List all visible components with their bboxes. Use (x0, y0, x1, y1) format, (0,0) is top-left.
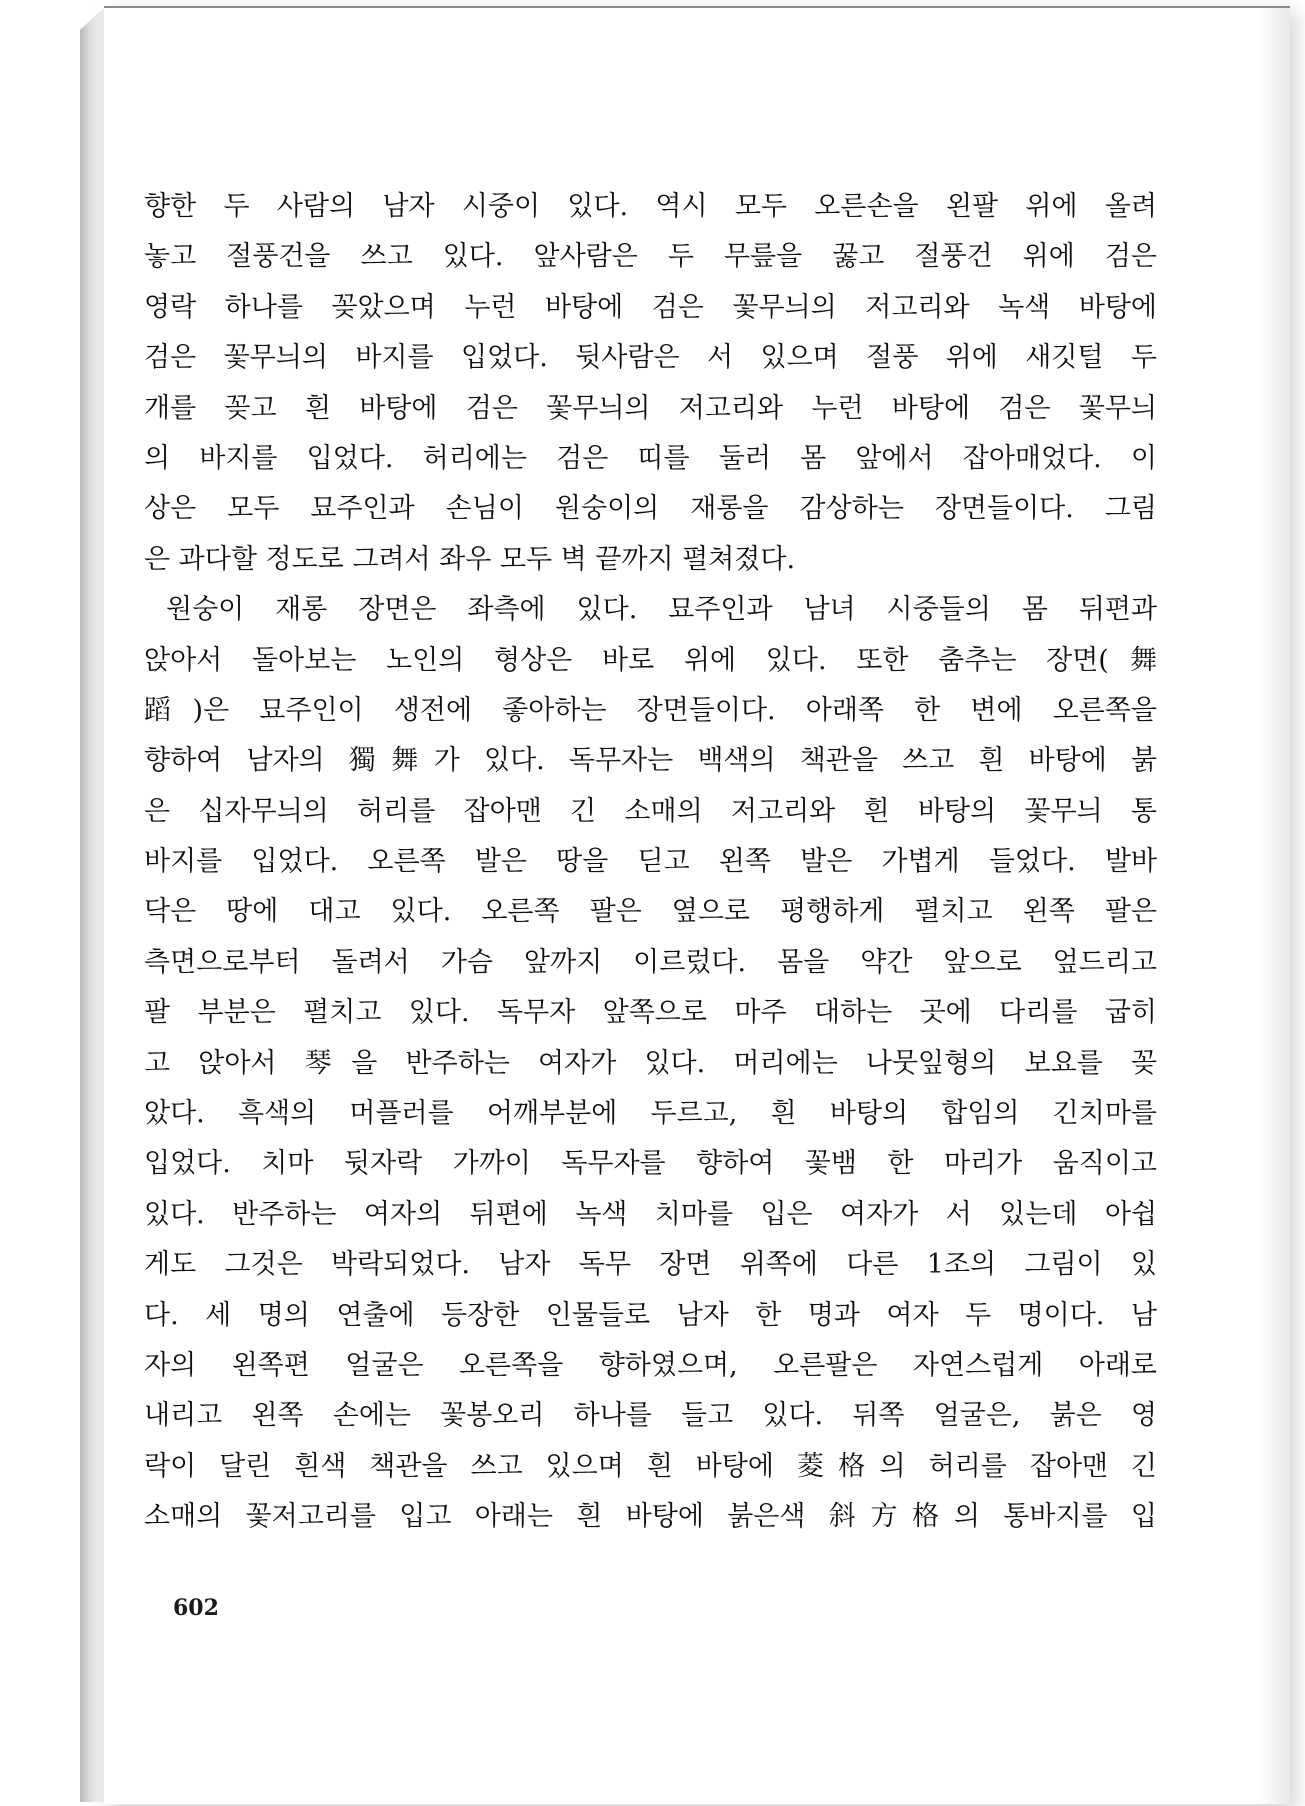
text-line: 고 앉아서 琴을 반주하는 여자가 있다. 머리에는 나뭇잎형의 보요를 꽂 (144, 1047, 1157, 1079)
page-shadow (1260, 8, 1290, 1804)
text-line: 내리고 왼쪽 손에는 꽃봉오리 하나를 들고 있다. 뒤쪽 얼굴은, 붉은 영 (144, 1400, 1157, 1432)
text-line: 향한 두 사람의 남자 시중이 있다. 역시 모두 오른손을 왼팔 위에 올려 (144, 191, 1157, 222)
text-line: 은 과다할 정도로 그려서 좌우 모두 벽 끝까지 펼쳐졌다. (144, 543, 796, 575)
text-line: 락이 달린 흰색 책관을 쓰고 있으며 흰 바탕에 菱格의 허리를 잡아맨 긴 (144, 1450, 1157, 1482)
text-line: 의 바지를 입었다. 허리에는 검은 띠를 둘러 몸 앞에서 잡아매었다. 이 (144, 442, 1157, 474)
text-line: 원숭이 재롱 장면은 좌측에 있다. 묘주인과 남녀 시중들의 몸 뒤편과 (166, 594, 1157, 626)
text-line: 팔 부분은 펼치고 있다. 독무자 앞쪽으로 마주 대하는 곳에 다리를 굽히 (144, 997, 1157, 1029)
text-line: 은 십자무늬의 허리를 잡아맨 긴 소매의 저고리와 흰 바탕의 꽃무늬 통 (144, 795, 1157, 827)
paragraph-2 (144, 585, 1157, 1542)
text-line: 소매의 꽃저고리를 입고 아래는 흰 바탕에 붉은색 斜方格의 통바지를 입 (144, 1501, 1157, 1533)
text-line: 앉아서 돌아보는 노인의 형상은 바로 위에 있다. 또한 춤추는 장면(舞 (144, 644, 1157, 676)
text-line: 자의 왼쪽편 얼굴은 오른쪽을 향하였으며, 오른팔은 자연스럽게 아래로 (144, 1349, 1157, 1381)
book-edge (80, 6, 106, 1802)
text-line: 게도 그것은 박락되었다. 남자 독무 장면 위쪽에 다른 1조의 그림이 있 (144, 1249, 1157, 1281)
text-line: 蹈)은 묘주인이 생전에 좋아하는 장면들이다. 아래쪽 한 변에 오른쪽을 (144, 694, 1157, 726)
text-line: 영락 하나를 꽂았으며 누런 바탕에 검은 꽃무늬의 저고리와 녹색 바탕에 (144, 291, 1157, 323)
text-line: 검은 꽃무늬의 바지를 입었다. 뒷사람은 서 있으며 절풍 위에 새깃털 두 (144, 342, 1157, 374)
text-line: 놓고 절풍건을 쓰고 있다. 앞사람은 두 무릎을 꿇고 절풍건 위에 검은 (144, 241, 1157, 273)
text-line: 측면으로부터 돌려서 가슴 앞까지 이르렀다. 몸을 약간 앞으로 엎드리고 (144, 946, 1157, 978)
text-line: 향하여 남자의 獨舞가 있다. 독무자는 백색의 책관을 쓰고 흰 바탕에 붉 (144, 745, 1157, 777)
text-line: 닥은 땅에 대고 있다. 오른쪽 팔은 옆으로 평행하게 펼치고 왼쪽 팔은 (144, 896, 1157, 928)
paragraph-1 (144, 182, 1157, 585)
text-line: 있다. 반주하는 여자의 뒤편에 녹색 치마를 입은 여자가 서 있는데 아쉽 (144, 1198, 1157, 1230)
text-line: 상은 모두 묘주인과 손님이 원숭이의 재롱을 감상하는 장면들이다. 그림 (144, 493, 1157, 525)
text-line: 다. 세 명의 연출에 등장한 인물들로 남자 한 명과 여자 두 명이다. 남 (144, 1299, 1157, 1331)
page-number: 602 (173, 1595, 219, 1621)
body-text (144, 182, 1157, 1543)
text-line: 바지를 입었다. 오른쪽 발은 땅을 딛고 왼쪽 발은 가볍게 들었다. 발바 (144, 846, 1157, 878)
text-line: 개를 꽂고 흰 바탕에 검은 꽃무늬의 저고리와 누런 바탕에 검은 꽃무늬 (144, 392, 1157, 424)
text-line: 았다. 흑색의 머플러를 어깨부분에 두르고, 흰 바탕의 합임의 긴치마를 (144, 1098, 1157, 1130)
text-line: 입었다. 치마 뒷자락 가까이 독무자를 향하여 꽃뱀 한 마리가 움직이고 (144, 1148, 1157, 1180)
